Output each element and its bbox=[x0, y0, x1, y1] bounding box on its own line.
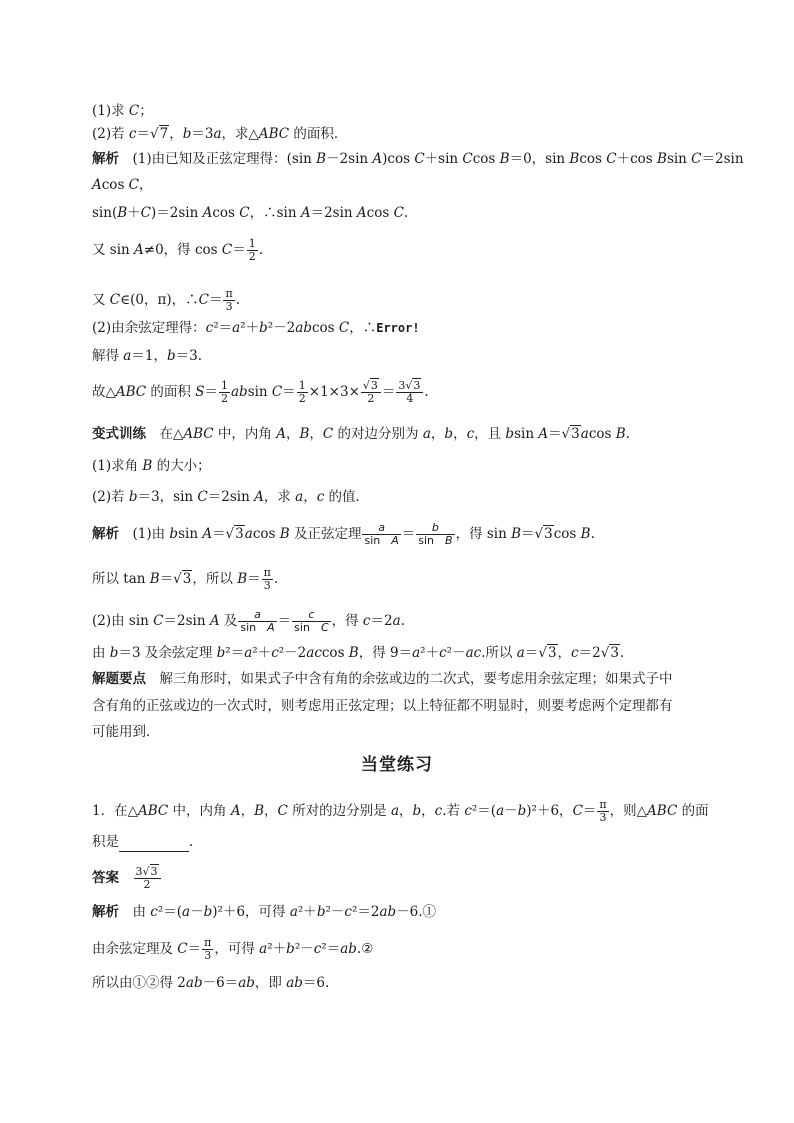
practice-q1-line-1: 1．在△ABC 中，内角 A，B，C 所对的边分别是 a，b，c.若 c²＝(a－b)²＋6，C＝ $\frac{\pi}{3}$ ，则△ABC 的面 bbox=[92, 798, 709, 824]
variant-part-1: (1)求角 B 的大小； bbox=[92, 458, 211, 474]
solution-label: 解析 bbox=[92, 151, 119, 167]
key-points-3 bbox=[92, 722, 160, 742]
practice-solution-1: 解析 由 c²＝(a－b)²＋6，可得 a²＋b²－c²＝2ab－6.① bbox=[92, 904, 437, 920]
variant-part-2: (2)若 b＝3，sin C＝2sin A，求 a，c 的值． bbox=[92, 489, 370, 505]
error-text: Error! bbox=[376, 321, 420, 335]
practice-q1-line-2: 积是 . bbox=[92, 834, 194, 850]
key-points-label: 解题要点 bbox=[92, 671, 146, 687]
question-part-1: (1)求 C； bbox=[92, 103, 153, 119]
variant-solution-4: 由 b＝3 及余弦定理 b²＝a²＋c²－2accos B，得 9＝a²＋c²－ac.所以 a＝√3，c＝2√3. bbox=[92, 645, 625, 661]
fraction: $\frac{1}{2}$ bbox=[248, 237, 256, 263]
solution-line-6: (2)由余弦定理得：c²＝a²＋b²－2abcos C，∴Error! bbox=[92, 320, 420, 336]
variant-solution-3: (2)由 sin C＝2sin A 及 $\frac{a}{\text{sin A}}$ ＝ $\frac{c}{\text{sin C}}$ ，得 c＝2a. bbox=[92, 608, 405, 634]
practice-solution-2: 由余弦定理及 C＝ $\frac{\pi}{3}$ ，可得 a²＋b²－c²＝ab.② bbox=[92, 936, 374, 962]
variant-solution-1: 解析 (1)由 bsin A＝√3acos B 及正弦定理 $\frac{a}{\text{sin A}}$ ＝ $\frac{b}{\text{sin B}}$ ，得 sin B＝√3cos B. bbox=[92, 521, 595, 547]
variant-training: 变式训练 在△ABC 中，内角 A，B，C 的对边分别为 a，b，c，且 bsin A＝√3acos B. bbox=[92, 426, 630, 442]
answer-label: 答案 bbox=[92, 870, 119, 886]
key-points-1 bbox=[92, 669, 673, 689]
key-points-text: 解三角形时，如果式子中含有角的余弦或边的二次式，要考虑用余弦定理；如果式子中 bbox=[159, 671, 673, 687]
solution-line-8: 故△ABC 的面积 S＝ $\frac{1}{2}$ absin C＝ $\frac{1}{2}$ ×1×3× $\frac{√3}{2}$ ＝ $\frac{3√3}{4}$ . bbox=[92, 379, 429, 405]
key-points-2 bbox=[92, 696, 673, 716]
key-points-text: 含有角的正弦或边的一次式时，则考虑用正弦定理；以上特征都不明显时，则要考虑两个定理都有 bbox=[92, 698, 673, 714]
solution-line-4: 又 sin A≠0，得 cos C＝ $\frac{1}{2}$ . bbox=[92, 237, 264, 263]
solution-line-1: 解析 (1)由已知及正弦定理得：(sin B－2sin A)cos C＋sin Ccos B＝0，sin Bcos C＋cos Bsin C＝2sin bbox=[92, 151, 744, 167]
answer-line bbox=[92, 866, 162, 891]
solution-line-3: sin(B＋C)＝2sin Acos C，∴sin A＝2sin Acos C. bbox=[92, 205, 409, 221]
practice-solution-3: 所以由①②得 2ab－6＝ab，即 ab＝6. bbox=[92, 975, 330, 991]
variant-solution-2: 所以 tan B＝√3，所以 B＝ $\frac{\pi}{3}$ . bbox=[92, 566, 279, 592]
solution-line-2: Acos C， bbox=[92, 177, 153, 193]
key-points-text: 可能用到． bbox=[92, 724, 160, 740]
solution-line-7: 解得 a＝1，b＝3. bbox=[92, 348, 202, 364]
solution-line-5: 又 C∈(0，π)，∴C＝ $\frac{\pi}{3}$ . bbox=[92, 287, 241, 313]
fraction: $\frac{\pi}{3}$ bbox=[225, 287, 233, 313]
solution-label: 解析 bbox=[92, 904, 119, 920]
answer-value: $\frac{3√3}{2}$ bbox=[134, 866, 161, 891]
variant-label: 变式训练 bbox=[92, 426, 146, 442]
section-title: 当堂练习 bbox=[361, 755, 433, 775]
answer-blank[interactable] bbox=[119, 837, 189, 852]
solution-label: 解析 bbox=[92, 526, 119, 542]
question-part-2: (2)若 c＝√7，b＝3a，求△ABC 的面积． bbox=[92, 126, 348, 142]
